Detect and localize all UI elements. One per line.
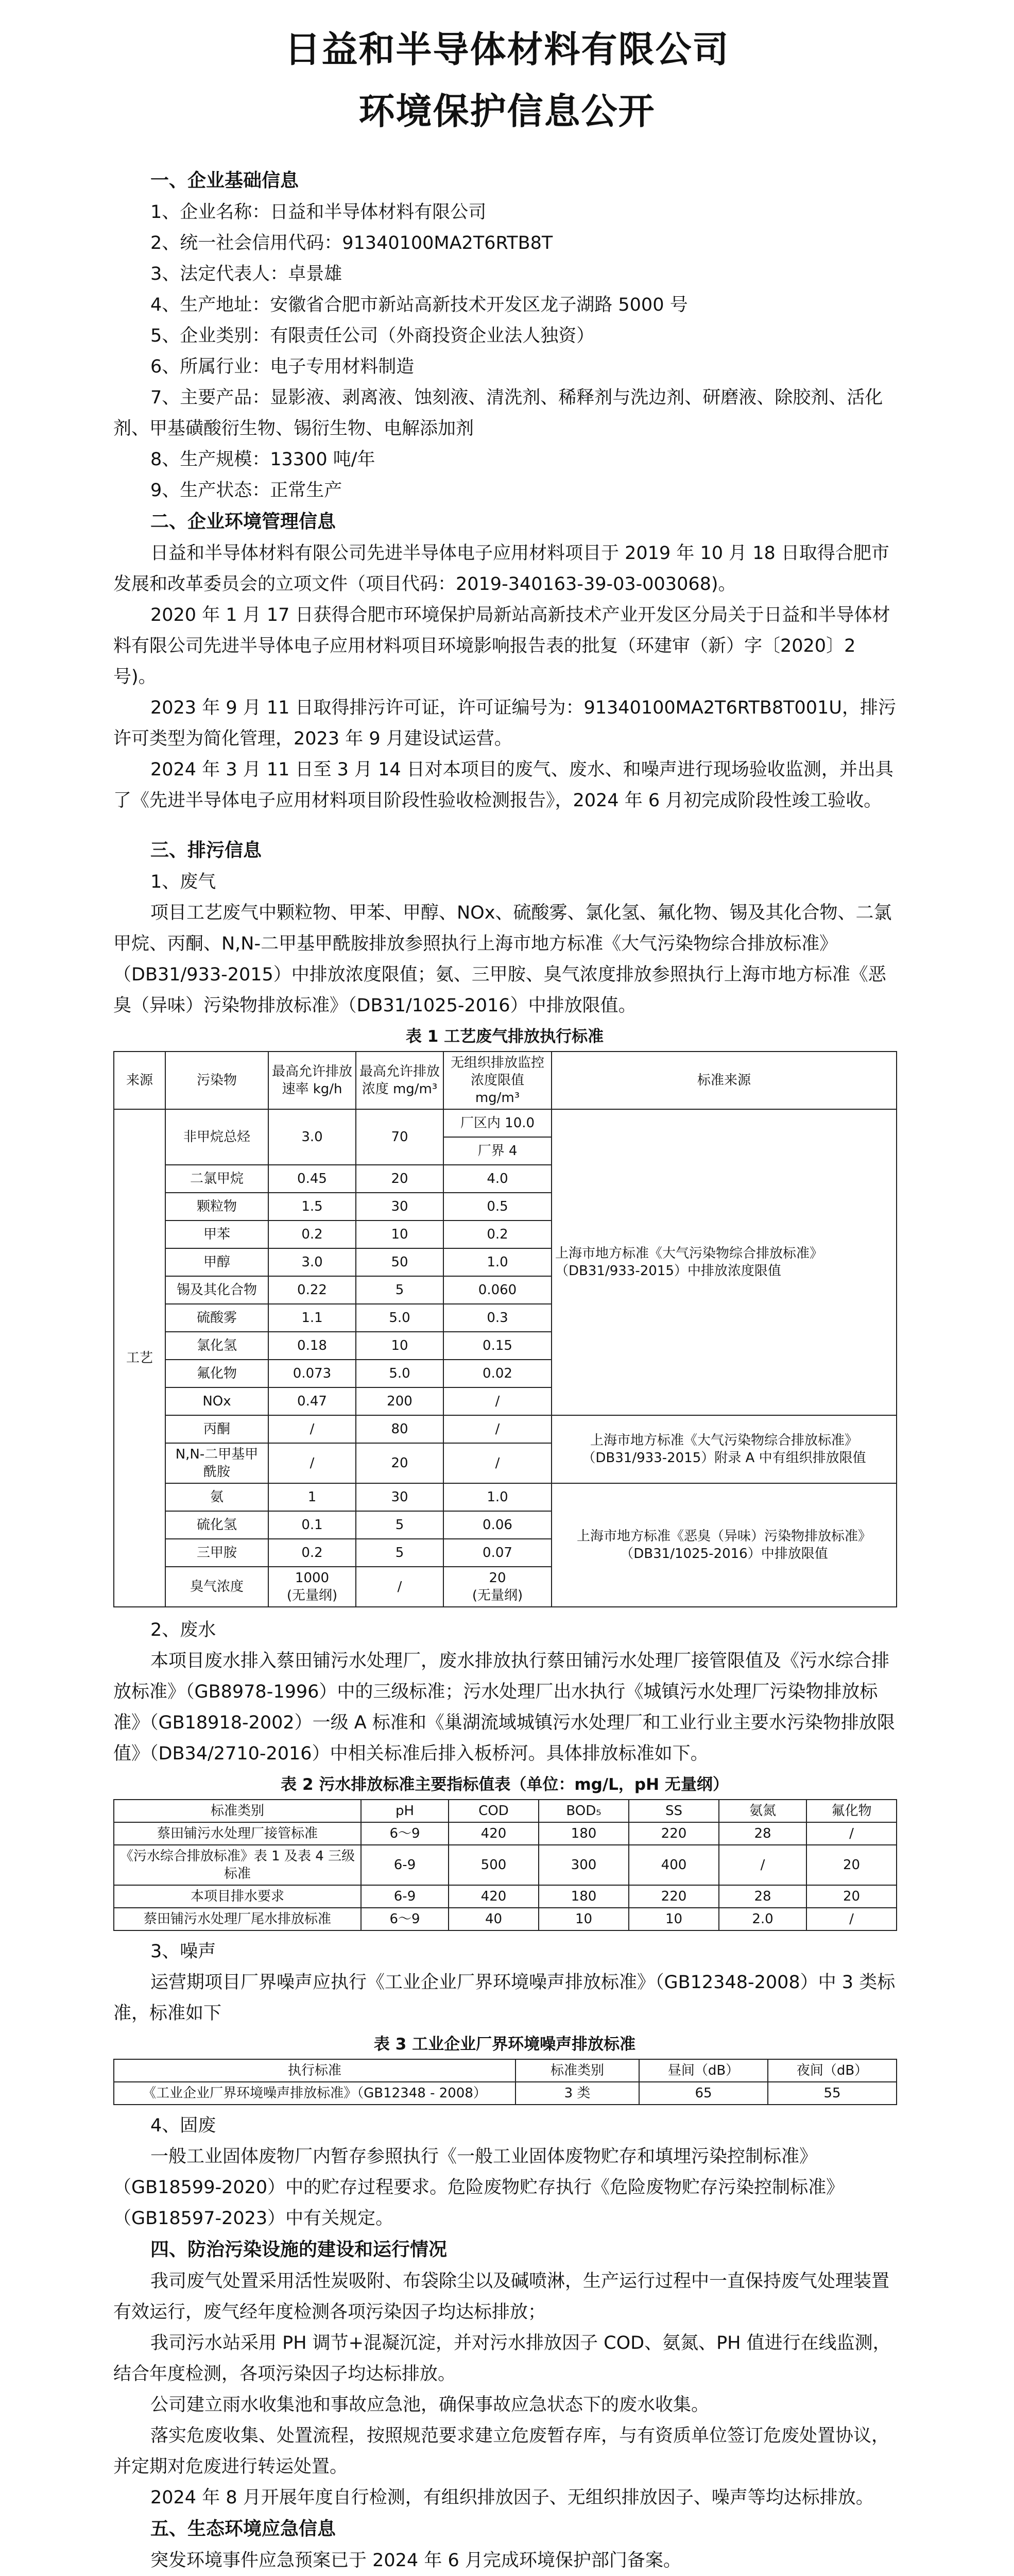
table-cell: 20 (无量纲) (443, 1567, 552, 1607)
table-row (114, 1908, 897, 1930)
table-cell: 6-9 (361, 1845, 449, 1885)
table-cell: 厂界 4 (443, 1137, 552, 1165)
emergency-paragraph: 突发环境事件应急预案已于 2024 年 6 月完成环境保护部门备案。 (150, 2550, 681, 2571)
document-body (113, 165, 896, 2576)
table-row (114, 1415, 897, 1443)
pollution-control-paragraph: 公司建立雨水收集池和事故应急池，确保事故应急状态下的废水收集。 (150, 2395, 710, 2415)
table-cell: 颗粒物 (165, 1193, 268, 1221)
table-cell: / (268, 1415, 356, 1443)
pollution-control-paragraph: 落实危废收集、处置流程，按照规范要求建立危废暂存库，与有资质单位签订危废处置协议，并定期对危废进行转运处置。 (113, 2426, 890, 2477)
table-cell: 6～9 (361, 1908, 449, 1930)
section-heading-emissions: 三、排污信息 (150, 840, 262, 861)
subheading-noise: 3、噪声 (150, 1941, 216, 1962)
table-cell: 0.15 (443, 1332, 552, 1360)
table-cell: 《工业企业厂界环境噪声排放标准》（GB12348 - 2008） (114, 2082, 515, 2105)
table-cell: 1.5 (268, 1193, 356, 1221)
table-cell: 锡及其化合物 (165, 1276, 268, 1304)
table-header-cell: 标准来源 (552, 1052, 897, 1109)
table-cell: 20 (806, 1845, 897, 1885)
table-header-cell: 执行标准 (114, 2059, 515, 2082)
table-cell: 0.5 (443, 1193, 552, 1221)
table3-caption: 表 3 工业企业厂界环境噪声排放标准 (373, 2035, 636, 2054)
info-item-industry: 6、所属行业：电子专用材料制造 (150, 357, 415, 377)
exhaust-standard-table (113, 1051, 897, 1607)
table-cell: 500 (449, 1845, 539, 1885)
table-cell: / (443, 1443, 552, 1483)
env-management-paragraph: 2023 年 9 月 11 日取得排污许可证，许可证编号为：91340100MA2T6RTB8T001U，排污许可类型为简化管理，2023 年 9 月建设试运营。 (113, 698, 896, 749)
info-item-legal-rep: 3、法定代表人：卓景雄 (150, 264, 342, 284)
table-cell: 10 (356, 1332, 443, 1360)
table-cell: 丙酮 (165, 1415, 268, 1443)
table-cell: 20 (356, 1165, 443, 1193)
table-cell: 非甲烷总烃 (165, 1109, 268, 1165)
table-cell: / (443, 1415, 552, 1443)
table-cell: 0.18 (268, 1332, 356, 1360)
table-row (114, 1885, 897, 1908)
table-cell: 30 (356, 1193, 443, 1221)
info-item-products: 7、主要产品：显影液、剥离液、蚀刻液、清洗剂、稀释剂与洗边剂、研磨液、除胶剂、活化剂、甲基磺酸衍生物、锡衍生物、电解添加剂 (113, 387, 883, 439)
table-cell: 3.0 (268, 1248, 356, 1276)
table-row (114, 1109, 897, 1137)
table-cell: 0.45 (268, 1165, 356, 1193)
pollution-control-paragraph: 我司污水站采用 PH 调节+混凝沉淀，并对污水排放因子 COD、氨氮、PH 值进行在线监测，结合年度检测，各项污染因子均达标排放。 (113, 2333, 891, 2384)
table-row (114, 1483, 897, 1511)
table-header-cell: SS (629, 1800, 719, 1822)
info-item-status: 9、生产状态：正常生产 (150, 480, 342, 501)
table-cell: 5.0 (356, 1360, 443, 1387)
table-cell: 0.22 (268, 1276, 356, 1304)
table-cell: 1.0 (443, 1483, 552, 1511)
table-cell: 300 (539, 1845, 629, 1885)
env-management-paragraph: 2024 年 3 月 11 日至 3 月 14 日对本项目的废气、废水、和噪声进行现场验收监测，并出具了《先进半导体电子应用材料项目阶段性验收检测报告》，2024 年 6 月初完成阶段性竣工验收。 (113, 759, 893, 811)
table-cell: 28 (719, 1885, 806, 1908)
table2-caption: 表 2 污水排放标准主要指标值表（单位：mg/L，pH 无量纲） (281, 1775, 729, 1794)
table-cell-standard: 上海市地方标准《恶臭（异味）污染物排放标准》（DB31/1025-2016）中排放限值 (552, 1483, 897, 1607)
table-cell: 蔡田铺污水处理厂接管标准 (114, 1822, 361, 1845)
table-cell: 200 (356, 1387, 443, 1415)
table-cell: NOx (165, 1387, 268, 1415)
table-cell: 50 (356, 1248, 443, 1276)
table-cell: 0.47 (268, 1387, 356, 1415)
info-item-scale: 8、生产规模：13300 吨/年 (150, 449, 375, 470)
info-item-credit-code: 2、统一社会信用代码：91340100MA2T6RTB8T (150, 233, 553, 253)
table1-caption: 表 1 工艺废气排放执行标准 (405, 1027, 604, 1046)
document-title: 日益和半导体材料有限公司 (284, 28, 730, 71)
table-cell: 0.2 (443, 1221, 552, 1248)
table-cell: / (268, 1443, 356, 1483)
table-cell: 0.073 (268, 1360, 356, 1387)
table-header-cell: 无组织排放监控浓度限值 mg/m³ (443, 1052, 552, 1109)
table-cell: 二氯甲烷 (165, 1165, 268, 1193)
document-subtitle: 环境保护信息公开 (358, 90, 656, 132)
table-cell: 1.0 (443, 1248, 552, 1276)
section-heading-basic-info: 一、企业基础信息 (150, 170, 299, 191)
info-item-name: 1、企业名称：日益和半导体材料有限公司 (150, 202, 487, 223)
table-cell: 氨 (165, 1483, 268, 1511)
table-cell: 5 (356, 1539, 443, 1567)
table-cell: 2.0 (719, 1908, 806, 1930)
table-cell: 0.2 (268, 1221, 356, 1248)
table-cell: 4.0 (443, 1165, 552, 1193)
table-cell: 1000 (无量纲) (268, 1567, 356, 1607)
subheading-wastewater: 2、废水 (150, 1620, 216, 1640)
pollution-control-paragraph: 2024 年 8 月开展年度自行检测，有组织排放因子、无组织排放因子、噪声等均达标排放。 (150, 2487, 874, 2508)
table-cell: 0.2 (268, 1539, 356, 1567)
table-cell: 硫化氢 (165, 1511, 268, 1539)
table-cell: 硫酸雾 (165, 1304, 268, 1332)
section-heading-pollution-control: 四、防治污染设施的建设和运行情况 (150, 2239, 448, 2260)
table-cell: 臭气浓度 (165, 1567, 268, 1607)
table-cell: 55 (768, 2082, 897, 2105)
table-cell: 1.1 (268, 1304, 356, 1332)
table-cell: 氯化氢 (165, 1332, 268, 1360)
noise-paragraph: 运营期项目厂界噪声应执行《工业企业厂界环境噪声排放标准》（GB12348-2008）中 3 类标准，标准如下 (113, 1972, 896, 2024)
table-cell: 厂区内 10.0 (443, 1109, 552, 1137)
table-cell: / (443, 1387, 552, 1415)
wastewater-standard-table (113, 1799, 897, 1931)
section-heading-emergency: 五、生态环境应急信息 (150, 2518, 336, 2539)
table-cell: 65 (639, 2082, 768, 2105)
table-header-cell: 最高允许排放速率 kg/h (268, 1052, 356, 1109)
table-cell: 20 (806, 1885, 897, 1908)
table-cell: 6-9 (361, 1885, 449, 1908)
table-header-cell: 来源 (114, 1052, 165, 1109)
table-cell: 5 (356, 1276, 443, 1304)
table-header-cell: 标准类别 (515, 2059, 639, 2082)
table-cell: 70 (356, 1109, 443, 1165)
table-header-cell: 夜间（dB） (768, 2059, 897, 2082)
table-header-row (114, 2059, 897, 2082)
table-header-cell: 氟化物 (806, 1800, 897, 1822)
table-cell: 0.3 (443, 1304, 552, 1332)
table-cell: 180 (539, 1885, 629, 1908)
table-header-cell: COD (449, 1800, 539, 1822)
table-cell: 5.0 (356, 1304, 443, 1332)
table-cell: 420 (449, 1822, 539, 1845)
table-cell: 0.06 (443, 1511, 552, 1539)
table-cell: N,N-二甲基甲酰胺 (165, 1443, 268, 1483)
table-cell: / (719, 1845, 806, 1885)
table-cell: 420 (449, 1885, 539, 1908)
table-row (114, 1822, 897, 1845)
section-heading-env-management: 二、企业环境管理信息 (150, 511, 336, 532)
table-row (114, 2082, 897, 2105)
table-cell: 0.060 (443, 1276, 552, 1304)
table-header-cell: 昼间（dB） (639, 2059, 768, 2082)
table-cell: 400 (629, 1845, 719, 1885)
env-management-paragraph: 2020 年 1 月 17 日获得合肥市环境保护局新站高新技术产业开发区分局关于日益和半导体材料有限公司先进半导体电子应用材料项目环境影响报告表的批复（环建审（新）字〔2020〕2 号)。 (113, 605, 890, 687)
table-cell: 40 (449, 1908, 539, 1930)
table-header-cell: 最高允许排放浓度 mg/m³ (356, 1052, 443, 1109)
table-cell-source: 工艺 (114, 1109, 165, 1607)
table-header-cell: 污染物 (165, 1052, 268, 1109)
table-cell: 0.1 (268, 1511, 356, 1539)
table-cell: 3.0 (268, 1109, 356, 1165)
table-cell: 220 (629, 1822, 719, 1845)
table-cell: 氟化物 (165, 1360, 268, 1387)
table-cell-standard: 上海市地方标准《大气污染物综合排放标准》（DB31/933-2015）附录 A 中有组织排放限值 (552, 1415, 897, 1483)
table-cell: 1 (268, 1483, 356, 1511)
table-cell: 28 (719, 1822, 806, 1845)
table-cell: 80 (356, 1415, 443, 1443)
table-cell: 0.07 (443, 1539, 552, 1567)
table-cell: / (356, 1567, 443, 1607)
table-header-row (114, 1052, 897, 1109)
noise-standard-table (113, 2059, 897, 2105)
table-cell: 本项目排水要求 (114, 1885, 361, 1908)
table-cell: 30 (356, 1483, 443, 1511)
table-header-cell: BOD₅ (539, 1800, 629, 1822)
info-item-address: 4、生产地址：安徽省合肥市新站高新技术开发区龙子湖路 5000 号 (150, 295, 688, 315)
pollution-control-paragraph: 我司废气处置采用活性炭吸附、布袋除尘以及碱喷淋，生产运行过程中一直保持废气处理装置有效运行，废气经年度检测各项污染因子均达标排放； (113, 2271, 890, 2323)
exhaust-gas-paragraph: 项目工艺废气中颗粒物、甲苯、甲醇、NOx、硫酸雾、氯化氢、氟化物、锡及其化合物、二氯甲烷、丙酮、N,N-二甲基甲酰胺排放参照执行上海市地方标准《大气污染物综合排放标准》（DB31/933-2015）中排放浓度限值；氨、三甲胺、臭气浓度排放参照执行上海市地方标准《恶臭（异味）污染物排放标准》（DB31/1025-2016）中排放限值。 (113, 903, 892, 1016)
table-cell: 10 (539, 1908, 629, 1930)
table-cell: 5 (356, 1511, 443, 1539)
info-item-category: 5、企业类别：有限责任公司（外商投资企业法人独资） (150, 326, 595, 346)
table-cell: 180 (539, 1822, 629, 1845)
wastewater-paragraph: 本项目废水排入蔡田铺污水处理厂，废水排放执行蔡田铺污水处理厂接管限值及《污水综合排放标准》（GB8978-1996）中的三级标准；污水处理厂出水执行《城镇污水处理厂污染物排放标准》（GB18918-2002）一级 A 标准和《巢湖流域城镇污水处理厂和工业行业主要水污染物排放限值》（DB34/2710-2016）中相关标准后排入板桥河。具体排放标准如下。 (113, 1651, 895, 1764)
table-cell: 10 (629, 1908, 719, 1930)
table-row (114, 1845, 897, 1885)
table-cell: / (806, 1908, 897, 1930)
table-cell-standard: 上海市地方标准《大气污染物综合排放标准》（DB31/933-2015）中排放浓度限值 (552, 1109, 897, 1415)
table-cell: 《污水综合排放标准》表 1 及表 4 三级标准 (114, 1845, 361, 1885)
table-header-cell: 氨氮 (719, 1800, 806, 1822)
subheading-solid-waste: 4、固废 (150, 2115, 216, 2136)
table-cell: 6～9 (361, 1822, 449, 1845)
table-cell: 蔡田铺污水处理厂尾水排放标准 (114, 1908, 361, 1930)
table-cell: / (806, 1822, 897, 1845)
table-cell: 0.02 (443, 1360, 552, 1387)
table-header-cell: 标准类别 (114, 1800, 361, 1822)
table-cell: 甲苯 (165, 1221, 268, 1248)
table-cell: 20 (356, 1443, 443, 1483)
table-cell: 甲醇 (165, 1248, 268, 1276)
solid-waste-paragraph: 一般工业固体废物厂内暂存参照执行《一般工业固体废物贮存和填埋污染控制标准》（GB18599-2020）中的贮存过程要求。危险废物贮存执行《危险废物贮存污染控制标准》（GB18597-2023）中有关规定。 (113, 2146, 845, 2229)
table-header-cell: pH (361, 1800, 449, 1822)
table-cell: 3 类 (515, 2082, 639, 2105)
table-cell: 220 (629, 1885, 719, 1908)
table-header-row (114, 1800, 897, 1822)
table-cell: 10 (356, 1221, 443, 1248)
table-cell: 三甲胺 (165, 1539, 268, 1567)
subheading-exhaust-gas: 1、废气 (150, 872, 216, 892)
env-management-paragraph: 日益和半导体材料有限公司先进半导体电子应用材料项目于 2019 年 10 月 18 日取得合肥市发展和改革委员会的立项文件（项目代码：2019-340163-39-03-003068)。 (113, 543, 889, 595)
